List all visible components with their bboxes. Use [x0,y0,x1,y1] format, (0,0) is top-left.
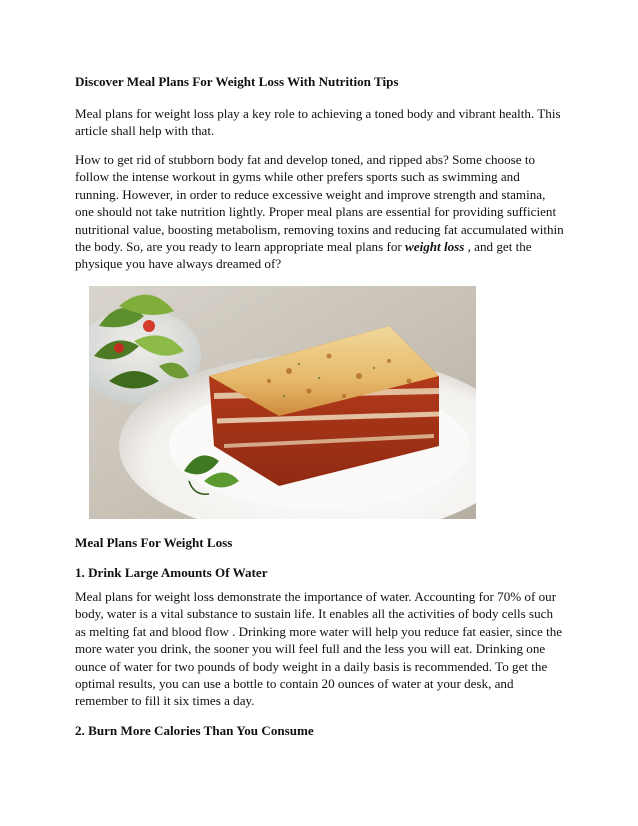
weight-loss-link[interactable]: weight loss [405,239,465,255]
intro-paragraph: Meal plans for weight loss play a key role to achieving a toned body and vibrant health. This article shall help with that. [75,106,561,139]
body-paragraph-1-text: How to get rid of stubborn body fat and develop toned, and ripped abs? Some choose to follow the intense workout in gyms while other prefers sports such as swimming and running. However, in order to reduce excessive weight and improve strength and stamina, one should not take nutrition lightly. Proper meal plans are essential for providing sufficient nutritional value, boosting metabolism, removing toxins and reducing fat accumulated within the body. So, are you ready to learn appropriate meal plans for [75,152,564,255]
step-1-paragraph: Meal plans for weight loss demonstrate the importance of water. Accounting for 70% of our body, water is a vital substance to sustain life. It enables all the activities of body cells such as melting fat and blood flow . Drinking more water will help you reduce fat easier, since the more water you drink, the sooner you will feel full and the less you will eat. Drinking one ounce of water for two pounds of body weight in a daily basis is recommended. To get the optimal results, you can use a bottle to contain 20 ounces of water at your desk, and remember to fill it six times a day. [75,589,563,709]
body-paragraph-1 [75,151,565,273]
step-2-title: 2. Burn More Calories Than You Consume [75,723,314,738]
step-1-title: 1. Drink Large Amounts Of Water [75,565,268,580]
lasagna-photo [89,286,476,519]
section-title: Meal Plans For Weight Loss [75,535,233,550]
body-paragraph-1-tail: , and get the physique you have always dreamed of? [75,239,532,272]
article-title: Discover Meal Plans For Weight Loss With Nutrition Tips [75,74,399,89]
